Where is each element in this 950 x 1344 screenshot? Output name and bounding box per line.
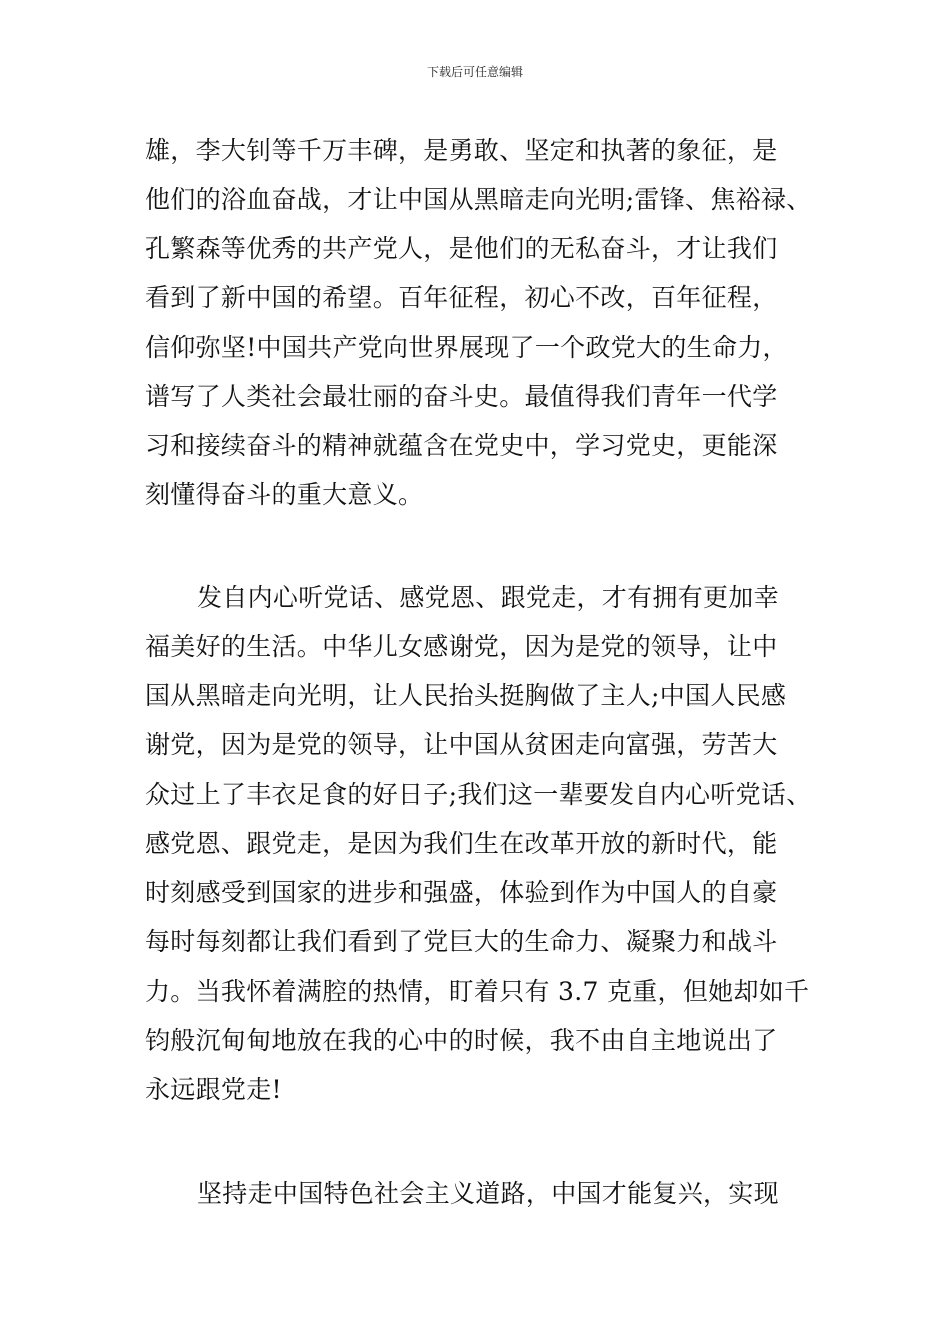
paragraph-3-line-1: 坚持走中国特色社会主义道路，中国才能复兴，实现	[197, 1179, 779, 1208]
paragraph-2-line-9: 力。当我怀着满腔的热情，盯着只有 3.7 克重，但她却如千	[145, 977, 810, 1006]
paragraph-2-line-3: 国从黑暗走向光明，让人民抬头挺胸做了主人;中国人民感	[145, 681, 787, 710]
paragraph-1-line-1: 雄，李大钊等千万丰碑，是勇敢、坚定和执著的象征，是	[145, 136, 778, 165]
paragraph-1-line-2: 他们的浴血奋战，才让中国从黑暗走向光明;雷锋、焦裕禄、	[145, 185, 812, 214]
paragraph-1-line-8: 刻懂得奋斗的重大意义。	[145, 480, 424, 509]
paragraph-2-line-11: 永远跟党走!	[145, 1075, 282, 1104]
paragraph-1-line-3: 孔繁森等优秀的共产党人，是他们的无私奋斗，才让我们	[145, 234, 778, 263]
paragraph-2-line-2: 福美好的生活。中华儿女感谢党，因为是党的领导，让中	[145, 632, 778, 661]
paragraph-1-line-4: 看到了新中国的希望。百年征程，初心不改，百年征程，	[145, 283, 778, 312]
paragraph-2-line-8: 每时每刻都让我们看到了党巨大的生命力、凝聚力和战斗	[145, 927, 778, 956]
paragraph-2-line-6: 感党恩、跟党走，是因为我们生在改革开放的新时代，能	[145, 829, 778, 858]
paragraph-2-line-5: 众过上了丰衣足食的好日子;我们这一辈要发自内心听党话、	[145, 780, 812, 809]
paragraph-2-line-10: 钧般沉甸甸地放在我的心中的时候，我不由自主地说出了	[145, 1026, 778, 1055]
paragraph-2-line-4: 谢党，因为是党的领导，让中国从贫困走向富强，劳苦大	[145, 730, 778, 759]
page-header: 下载后可任意编辑	[426, 65, 523, 79]
paragraph-1-line-6: 谱写了人类社会最壮丽的奋斗史。最值得我们青年一代学	[145, 382, 778, 411]
paragraph-1-line-7: 习和接续奋斗的精神就蕴含在党史中，学习党史，更能深	[145, 431, 778, 460]
paragraph-1-line-5: 信仰弥坚!中国共产党向世界展现了一个政党大的生命力，	[145, 333, 788, 362]
paragraph-2-line-1: 发自内心听党话、感党恩、跟党走，才有拥有更加幸	[197, 583, 779, 612]
paragraph-2-line-7: 时刻感受到国家的进步和强盛，体验到作为中国人的自豪	[145, 878, 778, 907]
